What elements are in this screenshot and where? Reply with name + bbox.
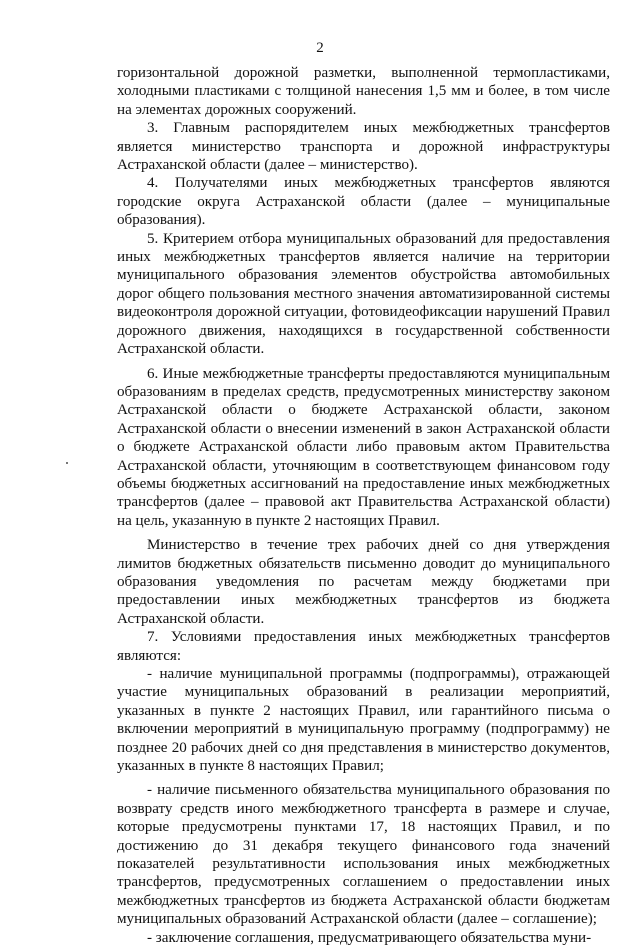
paragraph-4: 4. Получателями иных межбюджетных трансфертов являются городские округа Астраханской области (далее – муниципальные образования).	[117, 175, 610, 229]
document-body	[117, 64, 610, 947]
condition-item-3: - заключение соглашения, предусматривающего обязательства муни-	[147, 929, 592, 946]
condition-item-2: - наличие письменного обязательства муниципального образования по возврату средств иного межбюджетного трансферта в размере и случае, которые предусмотрены пунктами 17, 18 настоящих Правил, и по достижению до 31 декабря текущего финансового года значений показателей результативности использования иных межбюджетных трансфертов, предусмотренных соглашением о предоставлении иных межбюджетных трансфертов из бюджета Астраханской области бюджетам муниципальных образований Астраханской области (далее – соглашение);	[117, 782, 610, 928]
paragraph-7: 7. Условиями предоставления иных межбюджетных трансфертов являются:	[117, 629, 610, 664]
scan-speck	[66, 462, 68, 464]
page-number: 2	[316, 40, 324, 56]
paragraph-6-notice: Министерство в течение трех рабочих дней со дня утверждения лимитов бюджетных обязательств письменно доводит до муниципального образования уведомления по расчетам между бюджетами при предоставлении иных межбюджетных трансфертов из бюджета Астраханской области.	[117, 537, 610, 627]
condition-item-1: - наличие муниципальной программы (подпрограммы), отражающей участие муниципальных образований в реализации мероприятий, указанных в пункте 2 настоящих Правил, или гарантийного письма о включении мероприятий в муниципальную программу (подпрограмму) не позднее 20 рабочих дней со дня представления в министерство документов, указанных в пункте 8 настоящих Правил;	[117, 666, 610, 775]
paragraph-6: 6. Иные межбюджетные трансферты предоставляются муниципальным образованиям в пределах средств, предусмотренных министерству законом Астраханской области о бюджете Астраханской области, законом Астраханской области о внесении изменений в закон Астраханской области о бюджете Астраханской области либо правовым актом Правительства Астраханской области, уточняющим в соответствующем финансовом году объемы бюджетных ассигнований на предоставление иных межбюджетных трансфертов (далее – правовой акт Правительства Астраханской области) на цель, указанную в пункте 2 настоящих Правил.	[117, 365, 610, 529]
paragraph-3: 3. Главным распорядителем иных межбюджетных трансфертов является министерство транспорта и дорожной инфраструктуры Астраханской области (далее – министерство).	[117, 120, 610, 174]
paragraph-continuation: горизонтальной дорожной разметки, выполненной термопластиками, холодными пластиками с толщиной нанесения 1,5 мм и более, в том числе на элементах дорожных сооружений.	[117, 65, 610, 118]
paragraph-5: 5. Критерием отбора муниципальных образований для предоставления иных межбюджетных трансфертов является наличие на территории муниципального образования элементов обустройства автомобильных дорог общего пользования местного значения автоматизированной системы видеоконтроля дорожной ситуации, фотовидеофиксации нарушений Правил дорожного движения, находящихся в государственной собственности Астраханской области.	[117, 230, 610, 358]
